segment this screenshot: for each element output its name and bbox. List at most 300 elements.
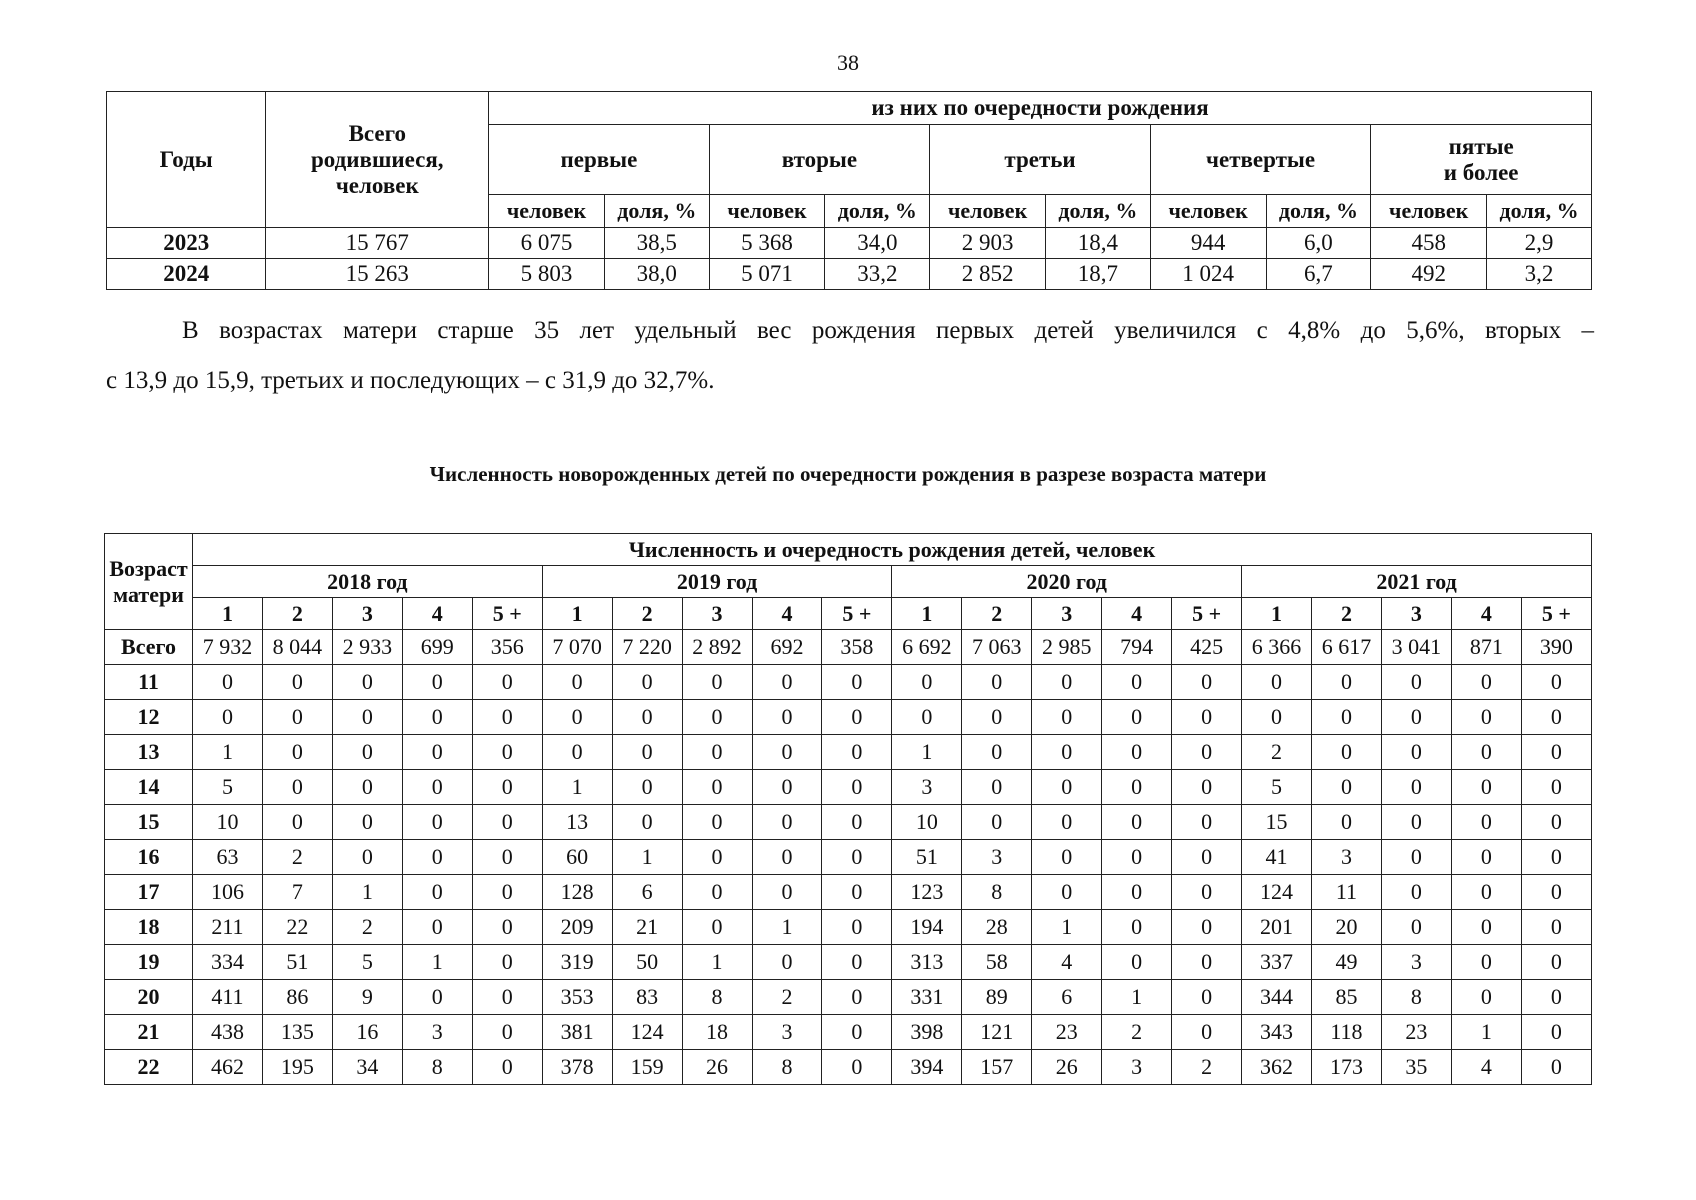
age-cell: 18 (105, 910, 193, 945)
value-cell: 3 (1381, 945, 1451, 980)
value-cell: 211 (193, 910, 263, 945)
value-cell: 1 (892, 735, 962, 770)
value-cell: 0 (1172, 700, 1242, 735)
value-cell: 6 617 (1312, 630, 1382, 665)
share-subheader: доля, % (1487, 195, 1592, 228)
value-cell: 0 (1451, 875, 1521, 910)
value-cell: 201 (1242, 910, 1312, 945)
table-title: Численность новорожденных детей по очередности рождения в разрезе возраста матери (429, 462, 1267, 486)
order-header: 3 (1381, 598, 1451, 630)
people-subheader: человек (1150, 195, 1266, 228)
value-cell: 2 (332, 910, 402, 945)
value-cell: 6 692 (892, 630, 962, 665)
value-cell: 8 044 (262, 630, 332, 665)
people-subheader: человек (489, 195, 605, 228)
value-cell: 0 (1312, 700, 1382, 735)
value-cell: 0 (612, 735, 682, 770)
value-cell: 0 (1451, 945, 1521, 980)
value-cell: 1 (752, 910, 822, 945)
value-cell: 398 (892, 1015, 962, 1050)
value-cell: 0 (1032, 805, 1102, 840)
value-cell: 159 (612, 1050, 682, 1085)
value-cell: 0 (612, 770, 682, 805)
value-cell: 0 (612, 805, 682, 840)
value-cell: 1 (1102, 980, 1172, 1015)
value-cell: 0 (822, 840, 892, 875)
share-subheader: доля, % (1266, 195, 1371, 228)
value-cell: 0 (402, 700, 472, 735)
share-subheader: доля, % (604, 195, 709, 228)
table-row (105, 805, 1592, 840)
value-cell: 0 (472, 910, 542, 945)
value-cell: 0 (1242, 700, 1312, 735)
value-cell: 0 (1032, 665, 1102, 700)
value-cell: 0 (262, 700, 332, 735)
value-cell: 7 063 (962, 630, 1032, 665)
value-cell: 10 (892, 805, 962, 840)
value-cell: 0 (962, 700, 1032, 735)
order-header: 1 (542, 598, 612, 630)
value-cell: 8 (752, 1050, 822, 1085)
value-cell: 10 (193, 805, 263, 840)
value-cell: 2 892 (682, 630, 752, 665)
value-cell: 1 (542, 770, 612, 805)
value-cell: 58 (962, 945, 1032, 980)
value-cell: 124 (612, 1015, 682, 1050)
order-header: 2 (612, 598, 682, 630)
age-cell: 19 (105, 945, 193, 980)
order-header: 2 (262, 598, 332, 630)
people-subheader: человек (1371, 195, 1487, 228)
value-cell: 0 (402, 910, 472, 945)
value-cell: 0 (472, 1015, 542, 1050)
value-cell: 195 (262, 1050, 332, 1085)
order-header: 4 (1451, 598, 1521, 630)
value-cell: 343 (1242, 1015, 1312, 1050)
value-cell: 8 (962, 875, 1032, 910)
value-cell: 8 (402, 1050, 472, 1085)
value-cell: 0 (193, 700, 263, 735)
value-cell: 18,4 (1045, 228, 1150, 259)
value-cell: 0 (472, 700, 542, 735)
value-cell: 5 (1242, 770, 1312, 805)
value-cell: 0 (1032, 770, 1102, 805)
value-cell: 2 933 (332, 630, 402, 665)
order-group-header: четвертые (1150, 125, 1371, 195)
value-cell: 38,5 (604, 228, 709, 259)
age-cell: 13 (105, 735, 193, 770)
value-cell: 0 (682, 805, 752, 840)
value-cell: 0 (542, 735, 612, 770)
value-cell: 0 (1172, 770, 1242, 805)
value-cell: 411 (193, 980, 263, 1015)
value-cell: 0 (1451, 770, 1521, 805)
value-cell: 492 (1371, 259, 1487, 290)
table-row (105, 980, 1592, 1015)
value-cell: 0 (822, 700, 892, 735)
value-cell: 33,2 (825, 259, 930, 290)
value-cell: 337 (1242, 945, 1312, 980)
value-cell: 0 (332, 665, 402, 700)
page-number: 38 (837, 50, 859, 75)
value-cell: 0 (1242, 665, 1312, 700)
value-cell: 6 (612, 875, 682, 910)
value-cell: 0 (1172, 805, 1242, 840)
value-cell: 0 (1381, 665, 1451, 700)
value-cell: 0 (1172, 910, 1242, 945)
value-cell: 334 (193, 945, 263, 980)
year-cell: 2023 (107, 228, 266, 259)
value-cell: 60 (542, 840, 612, 875)
value-cell: 15 (1242, 805, 1312, 840)
value-cell: 0 (1521, 770, 1591, 805)
value-cell: 38,0 (604, 259, 709, 290)
order-header: 3 (682, 598, 752, 630)
value-cell: 0 (1172, 1015, 1242, 1050)
value-cell: 344 (1242, 980, 1312, 1015)
total-cell: 15 767 (266, 228, 489, 259)
value-cell: 390 (1521, 630, 1591, 665)
value-cell: 0 (472, 735, 542, 770)
value-cell: 0 (472, 980, 542, 1015)
value-cell: 7 932 (193, 630, 263, 665)
value-cell: 871 (1451, 630, 1521, 665)
age-cell: 22 (105, 1050, 193, 1085)
table-row (105, 665, 1592, 700)
value-cell: 0 (822, 945, 892, 980)
value-cell: 0 (1381, 700, 1451, 735)
value-cell: 0 (1521, 840, 1591, 875)
value-cell: 128 (542, 875, 612, 910)
value-cell: 462 (193, 1050, 263, 1085)
age-cell: 16 (105, 840, 193, 875)
table-row (105, 910, 1592, 945)
value-cell: 0 (332, 735, 402, 770)
table-row (105, 1050, 1592, 1085)
birth-order-header: из них по очередности рождения (489, 92, 1592, 125)
table-row (105, 1015, 1592, 1050)
order-header: 1 (892, 598, 962, 630)
table-row (105, 770, 1592, 805)
value-cell: 28 (962, 910, 1032, 945)
value-cell: 5 368 (709, 228, 825, 259)
value-cell: 0 (1521, 980, 1591, 1015)
value-cell: 0 (962, 805, 1032, 840)
value-cell: 173 (1312, 1050, 1382, 1085)
main-header: Численность и очередность рождения детей, человек (193, 534, 1592, 566)
share-subheader: доля, % (1045, 195, 1150, 228)
order-group-header: вторые (709, 125, 930, 195)
value-cell: 86 (262, 980, 332, 1015)
value-cell: 0 (752, 665, 822, 700)
value-cell: 0 (612, 665, 682, 700)
order-header: 2 (962, 598, 1032, 630)
value-cell: 319 (542, 945, 612, 980)
value-cell: 8 (682, 980, 752, 1015)
age-cell: 21 (105, 1015, 193, 1050)
paragraph-line: В возрастах матери старше 35 лет удельный вес рождения первых детей увеличился с 4,8% до 5,6%, вторых – (182, 317, 1594, 344)
value-cell: 0 (1172, 980, 1242, 1015)
value-cell: 4 (1032, 945, 1102, 980)
value-cell: 313 (892, 945, 962, 980)
table-row (105, 875, 1592, 910)
value-cell: 2 985 (1032, 630, 1102, 665)
value-cell: 16 (332, 1015, 402, 1050)
order-header: 3 (332, 598, 402, 630)
value-cell: 34,0 (825, 228, 930, 259)
value-cell: 2,9 (1487, 228, 1592, 259)
value-cell: 0 (1312, 665, 1382, 700)
value-cell: 0 (682, 665, 752, 700)
order-header: 1 (1242, 598, 1312, 630)
value-cell: 41 (1242, 840, 1312, 875)
value-cell: 89 (962, 980, 1032, 1015)
value-cell: 362 (1242, 1050, 1312, 1085)
value-cell: 135 (262, 1015, 332, 1050)
value-cell: 0 (1032, 735, 1102, 770)
value-cell: 0 (752, 805, 822, 840)
births-by-order-table (106, 91, 1592, 290)
table-row (105, 945, 1592, 980)
value-cell: 0 (822, 875, 892, 910)
mother-age-header: Возраст матери (105, 534, 193, 630)
value-cell: 0 (472, 945, 542, 980)
value-cell: 0 (1102, 910, 1172, 945)
value-cell: 1 (612, 840, 682, 875)
value-cell: 50 (612, 945, 682, 980)
value-cell: 394 (892, 1050, 962, 1085)
value-cell: 1 (682, 945, 752, 980)
order-group-header: третьи (930, 125, 1151, 195)
table-row (105, 700, 1592, 735)
newborns-by-mother-age-table (104, 533, 1592, 1085)
value-cell: 0 (1172, 735, 1242, 770)
age-cell: 11 (105, 665, 193, 700)
value-cell: 0 (402, 770, 472, 805)
value-cell: 0 (1521, 1050, 1591, 1085)
value-cell: 0 (1521, 665, 1591, 700)
value-cell: 124 (1242, 875, 1312, 910)
value-cell: 3 (1102, 1050, 1172, 1085)
value-cell: 0 (1312, 805, 1382, 840)
value-cell: 2 (262, 840, 332, 875)
value-cell: 22 (262, 910, 332, 945)
value-cell: 378 (542, 1050, 612, 1085)
value-cell: 5 071 (709, 259, 825, 290)
value-cell: 8 (1381, 980, 1451, 1015)
value-cell: 85 (1312, 980, 1382, 1015)
value-cell: 13 (542, 805, 612, 840)
value-cell: 3 (892, 770, 962, 805)
value-cell: 0 (332, 700, 402, 735)
table-row (105, 630, 1592, 665)
value-cell: 3 (402, 1015, 472, 1050)
value-cell: 0 (1381, 770, 1451, 805)
value-cell: 118 (1312, 1015, 1382, 1050)
value-cell: 5 (332, 945, 402, 980)
table-row (105, 840, 1592, 875)
value-cell: 123 (892, 875, 962, 910)
value-cell: 194 (892, 910, 962, 945)
value-cell: 692 (752, 630, 822, 665)
value-cell: 3 041 (1381, 630, 1451, 665)
value-cell: 0 (752, 840, 822, 875)
value-cell: 0 (1172, 945, 1242, 980)
value-cell: 0 (752, 770, 822, 805)
value-cell: 6,0 (1266, 228, 1371, 259)
value-cell: 106 (193, 875, 263, 910)
value-cell: 0 (822, 735, 892, 770)
value-cell: 0 (682, 875, 752, 910)
value-cell: 1 (402, 945, 472, 980)
value-cell: 3 (962, 840, 1032, 875)
value-cell: 381 (542, 1015, 612, 1050)
value-cell: 49 (1312, 945, 1382, 980)
value-cell: 23 (1381, 1015, 1451, 1050)
value-cell: 0 (1032, 840, 1102, 875)
value-cell: 358 (822, 630, 892, 665)
value-cell: 0 (1451, 910, 1521, 945)
value-cell: 0 (1521, 945, 1591, 980)
value-cell: 2 852 (930, 259, 1046, 290)
value-cell: 0 (1451, 735, 1521, 770)
age-cell: 17 (105, 875, 193, 910)
value-cell: 0 (1172, 840, 1242, 875)
value-cell: 0 (892, 700, 962, 735)
value-cell: 0 (962, 735, 1032, 770)
value-cell: 0 (402, 735, 472, 770)
value-cell: 2 (1102, 1015, 1172, 1050)
value-cell: 0 (1451, 805, 1521, 840)
value-cell: 5 (193, 770, 263, 805)
order-header: 5 + (1521, 598, 1591, 630)
value-cell: 0 (682, 840, 752, 875)
value-cell: 21 (612, 910, 682, 945)
value-cell: 0 (472, 840, 542, 875)
value-cell: 0 (332, 840, 402, 875)
year-header: 2018 год (193, 566, 543, 598)
value-cell: 51 (262, 945, 332, 980)
value-cell: 0 (1102, 665, 1172, 700)
value-cell: 5 803 (489, 259, 605, 290)
order-group-header: первые (489, 125, 710, 195)
value-cell: 0 (1312, 735, 1382, 770)
people-subheader: человек (930, 195, 1046, 228)
order-header: 3 (1032, 598, 1102, 630)
value-cell: 0 (262, 770, 332, 805)
value-cell: 0 (1172, 665, 1242, 700)
value-cell: 2 (1242, 735, 1312, 770)
value-cell: 18 (682, 1015, 752, 1050)
value-cell: 0 (962, 770, 1032, 805)
value-cell: 1 (1451, 1015, 1521, 1050)
value-cell: 0 (1521, 875, 1591, 910)
value-cell: 0 (332, 805, 402, 840)
value-cell: 0 (1521, 735, 1591, 770)
value-cell: 0 (752, 875, 822, 910)
value-cell: 356 (472, 630, 542, 665)
value-cell: 0 (1172, 875, 1242, 910)
value-cell: 0 (682, 910, 752, 945)
value-cell: 2 (1172, 1050, 1242, 1085)
value-cell: 1 (332, 875, 402, 910)
value-cell: 209 (542, 910, 612, 945)
value-cell: 0 (402, 980, 472, 1015)
value-cell: 0 (1102, 840, 1172, 875)
age-cell: Всего (105, 630, 193, 665)
value-cell: 0 (1102, 875, 1172, 910)
value-cell: 157 (962, 1050, 1032, 1085)
value-cell: 0 (822, 1050, 892, 1085)
value-cell: 0 (472, 805, 542, 840)
value-cell: 0 (962, 665, 1032, 700)
value-cell: 3,2 (1487, 259, 1592, 290)
age-cell: 15 (105, 805, 193, 840)
value-cell: 0 (1381, 875, 1451, 910)
value-cell: 0 (332, 770, 402, 805)
value-cell: 353 (542, 980, 612, 1015)
value-cell: 2 (752, 980, 822, 1015)
value-cell: 0 (1312, 770, 1382, 805)
year-header: 2019 год (542, 566, 892, 598)
value-cell: 0 (1451, 980, 1521, 1015)
value-cell: 0 (1521, 700, 1591, 735)
value-cell: 51 (892, 840, 962, 875)
value-cell: 0 (1521, 1015, 1591, 1050)
value-cell: 4 (1451, 1050, 1521, 1085)
value-cell: 0 (402, 665, 472, 700)
table-row (107, 228, 1592, 259)
value-cell: 0 (542, 665, 612, 700)
value-cell: 0 (1102, 805, 1172, 840)
value-cell: 0 (822, 665, 892, 700)
value-cell: 18,7 (1045, 259, 1150, 290)
value-cell: 0 (682, 770, 752, 805)
value-cell: 0 (752, 735, 822, 770)
total-cell: 15 263 (266, 259, 489, 290)
order-header: 1 (193, 598, 263, 630)
value-cell: 0 (1381, 805, 1451, 840)
value-cell: 0 (822, 770, 892, 805)
value-cell: 0 (262, 665, 332, 700)
value-cell: 121 (962, 1015, 1032, 1050)
value-cell: 0 (1102, 770, 1172, 805)
value-cell: 0 (1381, 735, 1451, 770)
year-header: 2021 год (1242, 566, 1592, 598)
age-cell: 20 (105, 980, 193, 1015)
value-cell: 0 (193, 665, 263, 700)
value-cell: 26 (682, 1050, 752, 1085)
order-header: 4 (1102, 598, 1172, 630)
value-cell: 0 (1521, 910, 1591, 945)
value-cell: 0 (822, 1015, 892, 1050)
value-cell: 2 903 (930, 228, 1046, 259)
table-row (107, 259, 1592, 290)
order-header: 4 (402, 598, 472, 630)
value-cell: 699 (402, 630, 472, 665)
age-cell: 12 (105, 700, 193, 735)
value-cell: 7 (262, 875, 332, 910)
value-cell: 438 (193, 1015, 263, 1050)
value-cell: 3 (1312, 840, 1382, 875)
value-cell: 0 (1381, 910, 1451, 945)
value-cell: 0 (262, 805, 332, 840)
value-cell: 0 (402, 875, 472, 910)
value-cell: 0 (472, 875, 542, 910)
value-cell: 0 (402, 840, 472, 875)
value-cell: 0 (472, 1050, 542, 1085)
value-cell: 0 (472, 665, 542, 700)
